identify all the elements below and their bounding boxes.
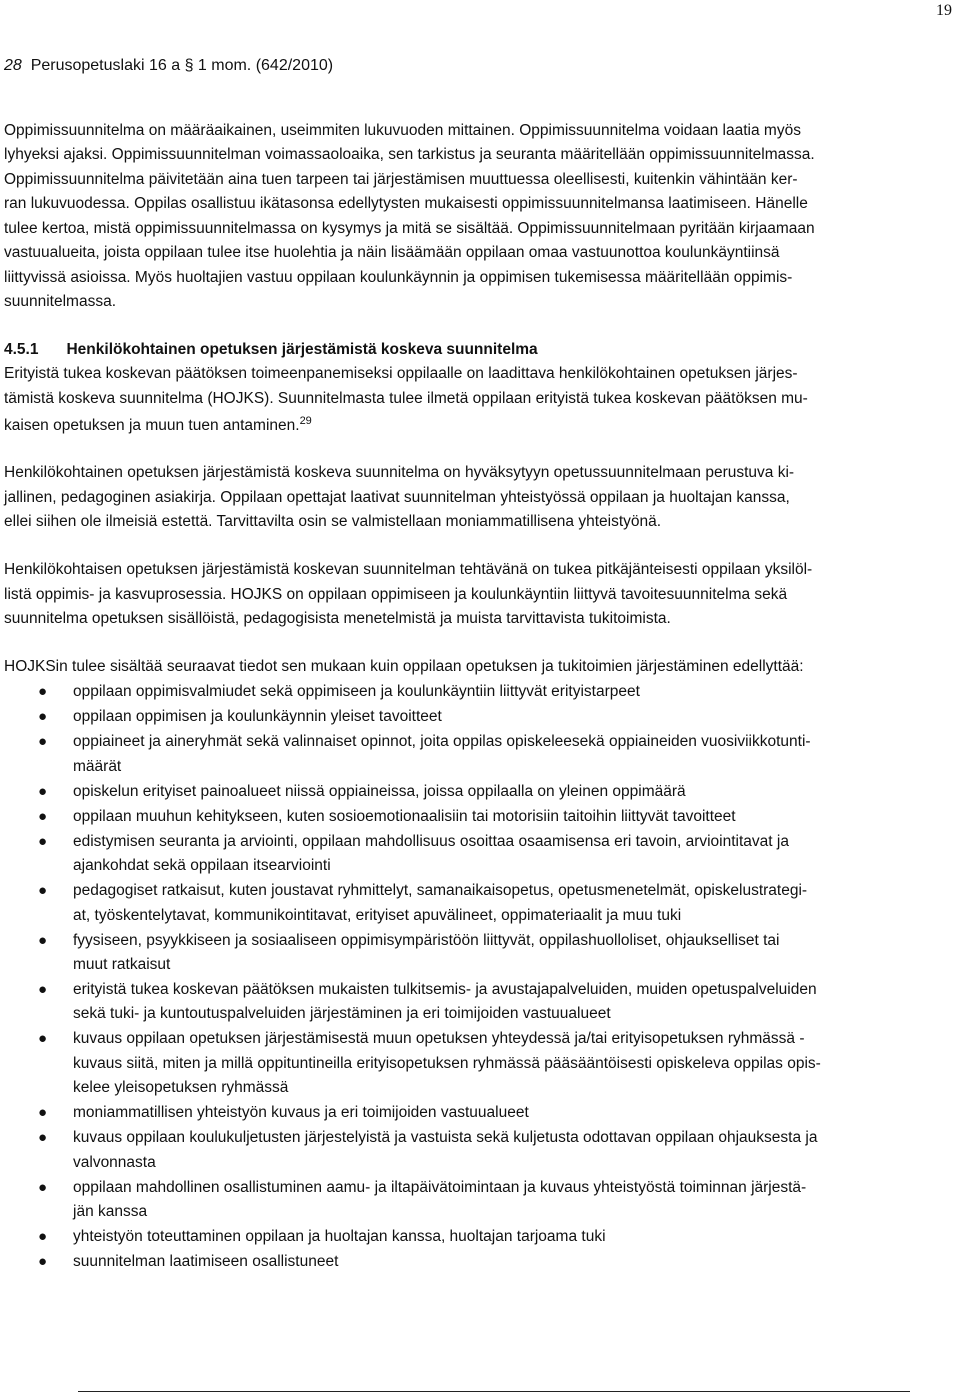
section-line: tämistä koskeva suunnitelma (HOJKS). Suunnitelmasta tulee ilmetä oppilaan erityistä tukea koskevan päätöksen mu- [4, 390, 808, 407]
bullet-icon: ● [38, 1129, 48, 1147]
list-item-line: kuvaus oppilaan opetuksen järjestämisestä muun opetuksen yhteydessä ja/tai erityisopetuksen ryhmässä - [73, 1030, 805, 1048]
list-item-line: yhteistyön toteuttaminen oppilaan ja huoltajan kanssa, huoltajan tarjoama tuki [73, 1228, 606, 1245]
bullet-icon: ● [38, 1253, 48, 1270]
bullet-icon: ● [38, 1030, 48, 1048]
section-line-last [4, 416, 312, 436]
list-item-line: oppilaan oppimisen ja koulunkäynnin yleiset tavoitteet [73, 708, 442, 726]
list-item-line: kuvaus siitä, miten ja millä oppituntineilla erityisopetuksen ryhmässä pääsääntöisesti opiskeleva oppilas opis- [73, 1054, 821, 1072]
paragraph-3-line: listä oppimis- ja kasvuprosessia. HOJKS on oppilaan oppimiseen ja koulunkäyntiin liittyvä tavoitesuunnitelma sekä [4, 586, 788, 603]
list-item-line: at, työskentelytavat, kommunikointitavat, erityiset apuvälineet, oppimateriaalit ja muu tuki [73, 906, 682, 924]
list-item-line: oppilaan oppimisvalmiudet sekä oppimiseen ja koulunkäyntiin liittyvät erityistarpeet [73, 683, 640, 700]
bullet-icon: ● [38, 1178, 48, 1196]
section-line: Erityistä tukea koskevan päätöksen toimeenpanemiseksi oppilaalle on laadittava henkilökohtainen opetuksen järjes- [4, 365, 798, 382]
paragraph-1-line: suunnitelmassa. [4, 293, 117, 310]
bullet-icon: ● [38, 782, 48, 800]
section-number: 4.5.1 [4, 341, 39, 358]
list-item-line: ajankohdat sekä oppilaan itsearviointi [73, 857, 331, 875]
list-intro: HOJKSin tulee sisältää seuraavat tiedot sen mukaan kuin oppilaan opetuksen ja tukitoimien järjestäminen edellyttää: [4, 658, 804, 675]
list-item-line: oppilaan muuhun kehitykseen, kuten sosioemotionaalisiin tai motorisiin taitoihin liittyvät tavoitteet [73, 807, 736, 825]
paragraph-3-line: suunnitelma opetuksen sisällöistä, pedagogisista menetelmistä ja muista tarvittavista tukitoimista. [4, 610, 671, 627]
bullet-icon: ● [38, 807, 48, 825]
list-item-line: edistymisen seuranta ja arviointi, oppilaan mahdollisuus osoittaa osaamisensa eri tavoin, arviointitavat ja [73, 832, 789, 850]
paragraph-1-line: ran lukuvuodessa. Oppilas osallistuu ikätasonsa edellytysten mukaisesti oppimissuunnitelmansa laatimiseen. Hänelle [4, 195, 808, 212]
page-number: 19 [936, 2, 952, 19]
paragraph-2-line: ellei siihen ole ilmeisiä estettä. Tarvittavilta osin se valmistellaan moniammatillisena yhteistyönä. [4, 513, 662, 530]
footnote-divider [78, 1391, 910, 1392]
footnote-number: 28 [4, 57, 22, 74]
list-item-line: erityistä tukea koskevan päätöksen mukaisten tulkitsemis- ja avustajapalveluiden, muiden opetuspalveluiden [73, 981, 817, 998]
list-item-line: valvonnasta [73, 1153, 156, 1171]
bullet-icon: ● [38, 882, 48, 900]
bullet-icon: ● [38, 708, 48, 726]
list-item-line: määrät [73, 757, 122, 775]
paragraph-1-line: vastuualueita, joista oppilaan tulee itse huolehtia ja näin lisäämään oppilaan omaa vastuunottoa koulunkäyntiinsä [4, 244, 780, 261]
section-title: Henkilökohtainen opetuksen järjestämistä koskeva suunnitelma [66, 341, 538, 358]
paragraph-1-line: liittyvissä asioissa. Myös huoltajien vastuu oppilaan koulunkäynnin ja oppimisen tukemisessa määritellään oppimis- [4, 269, 793, 286]
bullet-icon: ● [38, 1228, 48, 1245]
paragraph-1-line: lyhyeksi ajaksi. Oppimissuunnitelman voimassaoloaika, sen tarkistus ja seuranta määritellään oppimissuunnitelmassa. [4, 146, 815, 163]
list-item-line: moniammatillisen yhteistyön kuvaus ja eri toimijoiden vastuualueet [73, 1104, 529, 1122]
bullet-icon: ● [38, 931, 48, 949]
paragraph-3-line: Henkilökohtaisen opetuksen järjestämistä koskevan suunnitelman tehtävänä on tukea pitkäjänteisesti oppilaan yksilöl- [4, 561, 813, 578]
footnote-text: Perusopetuslaki 16 a § 1 mom. (642/2010) [30, 57, 334, 74]
list-item-line: oppiaineet ja aineryhmät sekä valinnaiset opinnot, joita oppilas opiskeleesekä oppiaineiden vuosiviikkotunti- [73, 733, 811, 751]
bullet-icon: ● [38, 683, 48, 700]
list-item-line: oppilaan mahdollinen osallistuminen aamu- ja iltapäivätoimintaan ja kuvaus yhteistyöstä toiminnan järjestä- [73, 1178, 807, 1196]
paragraph-2-line: jallinen, pedagoginen asiakirja. Oppilaan opettajat laativat suunnitelman yhteistyössä oppilaan ja huoltajan kanssa, [4, 489, 790, 506]
list-item-line: sekä tuki- ja kuntoutuspalveluiden järjestäminen ja eri toimijoiden vastuualueet [73, 1005, 611, 1023]
bullet-icon: ● [38, 1104, 48, 1122]
list-item-line: fyysiseen, psyykkiseen ja sosiaaliseen oppimisympäristöön liittyvät, oppilashuolloliset, ohjaukselliset tai [73, 931, 780, 949]
footnote [4, 56, 333, 76]
list-item-line: kelee yleisopetuksen ryhmässä [73, 1079, 289, 1097]
bullet-icon: ● [38, 832, 48, 850]
list-item-line: pedagogiset ratkaisut, kuten joustavat ryhmittelyt, samanaikaisopetus, opetusmenetelmät, opiskelustrategi- [73, 882, 808, 900]
bullet-icon: ● [38, 733, 48, 751]
footnote-reference: 29 [299, 415, 312, 427]
list-item-line: suunnitelman laatimiseen osallistuneet [73, 1253, 339, 1270]
list-item-line: opiskelun erityiset painoalueet niissä oppiaineissa, joissa oppilaalla on yleinen oppimäärä [73, 782, 686, 800]
list-item-line: kuvaus oppilaan koulukuljetusten järjestelyistä ja vastuista sekä kuljetusta odottavan oppilaan ohjauksesta ja [73, 1129, 818, 1147]
list-item-line: muut ratkaisut [73, 956, 171, 973]
list-item-line: jän kanssa [73, 1203, 148, 1220]
bullet-icon: ● [38, 981, 48, 998]
paragraph-2-line: Henkilökohtainen opetuksen järjestämistä koskeva suunnitelma on hyväksytyyn opetussuunnitelmaan perustuva ki- [4, 464, 795, 481]
paragraph-1-line: tulee kertoa, mistä oppimissuunnitelmassa on kysymys ja mitä se sisältää. Oppimissuunnitelmaan pyritään kirjaamaan [4, 220, 815, 237]
paragraph-1-line: Oppimissuunnitelma päivitetään aina tuen tarpeen tai järjestämisen muuttuessa oleellisesti, kuitenkin vähintään ker- [4, 171, 798, 188]
section-heading [4, 340, 538, 360]
section-line: kaisen opetuksen ja muun tuen antaminen. [4, 417, 300, 434]
paragraph-1-line: Oppimissuunnitelma on määräaikainen, useimmiten lukuvuoden mittainen. Oppimissuunnitelma voidaan laatia myös [4, 122, 801, 139]
